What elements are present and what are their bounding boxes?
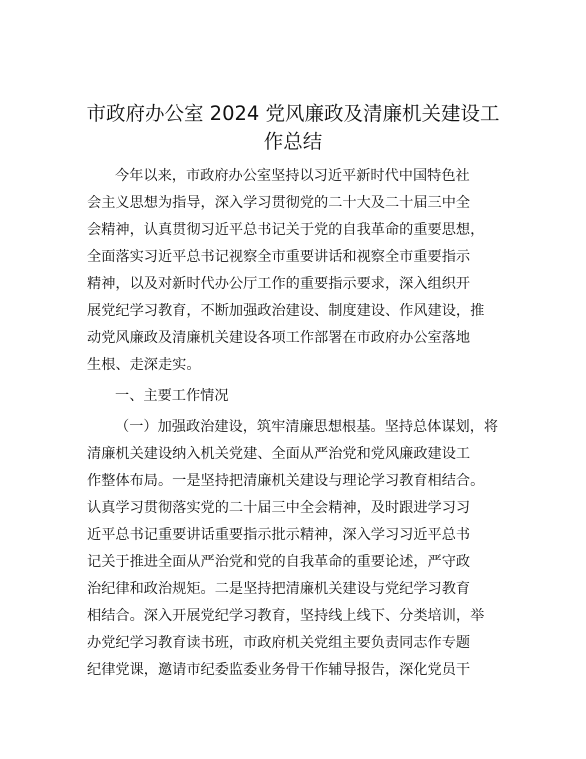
text-line: 相结合。深入开展党纪学习教育，坚持线上线下、分类培训，举 bbox=[87, 608, 485, 624]
text-line: 记关于推进全面从严治党和党的自我革命的重要论述，严守政 bbox=[87, 554, 471, 570]
text-line: 认真学习贯彻落实党的二十届三中全会精神，及时跟进学习习 bbox=[87, 500, 471, 516]
text-line: 治纪律和政治规矩。二是坚持把清廉机关建设与党纪学习教育 bbox=[87, 581, 471, 597]
text-line: 纪律党课，邀请市纪委监委业务骨干作辅导报告，深化党员干 bbox=[87, 662, 471, 678]
title-line: 作总结 bbox=[263, 130, 323, 153]
text-line: 作整体布局。一是坚持把清廉机关建设与理论学习教育相结合。 bbox=[87, 473, 485, 489]
text-line: 会主义思想为指导，深入学习贯彻党的二十大及二十届三中全 bbox=[87, 195, 471, 211]
text-line: 精神，以及对新时代办公厅工作的重要指示要求，深入组织开 bbox=[87, 276, 471, 292]
text-line: 生根、走深走实。 bbox=[87, 357, 201, 373]
title-line: 市政府办公室 2024 党风廉政及清廉机关建设工 bbox=[86, 102, 500, 125]
text-line: 近平总书记重要讲话重要指示批示精神，深入学习习近平总书 bbox=[87, 527, 471, 543]
text-line: 办党纪学习教育读书班，市政府机关党组主要负责同志作专题 bbox=[87, 635, 471, 651]
section-heading bbox=[87, 383, 507, 410]
text-line: 动党风廉政及清廉机关建设各项工作部署在市政府办公室落地 bbox=[87, 330, 471, 346]
body-paragraph bbox=[87, 414, 507, 684]
document-title bbox=[70, 100, 516, 156]
text-line: 清廉机关建设纳入机关党建、全面从严治党和党风廉政建设工 bbox=[87, 446, 471, 462]
text-line: 全面落实习近平总书记视察全市重要讲话和视察全市重要指示 bbox=[87, 249, 471, 265]
intro-paragraph bbox=[87, 163, 507, 379]
text-line: 今年以来，市政府办公室坚持以习近平新时代中国特色社 bbox=[115, 168, 470, 184]
document-body bbox=[87, 163, 507, 684]
text-line: 展党纪学习教育，不断加强政治建设、制度建设、作风建设，推 bbox=[87, 303, 485, 319]
text-line: 会精神，认真贯彻习近平总书记关于党的自我革命的重要思想， bbox=[87, 222, 485, 238]
text-line: （一）加强政治建设，筑牢清廉思想根基。坚持总体谋划，将 bbox=[115, 419, 499, 435]
heading-line: 一、主要工作情况 bbox=[115, 388, 229, 404]
